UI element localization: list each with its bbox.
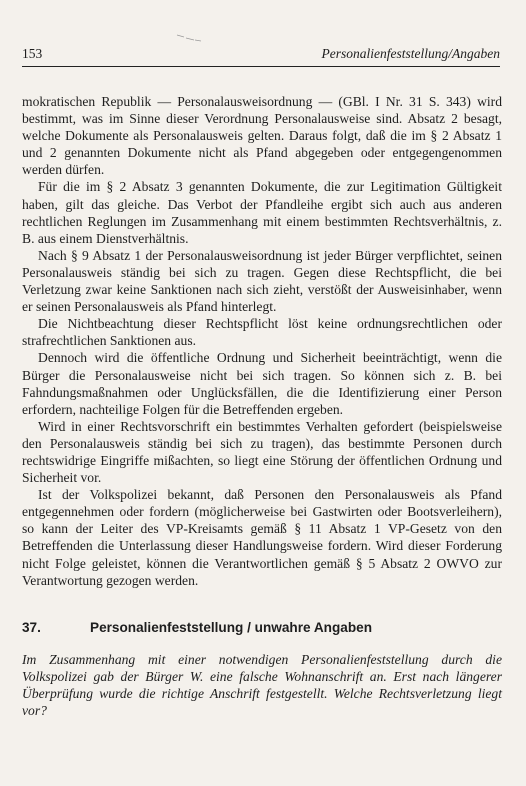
section-number: 37. — [22, 620, 41, 635]
paper-speck-mark — [176, 33, 202, 43]
running-title: Personalienfeststellung/Angaben — [321, 46, 500, 61]
paragraph: Die Nichtbeachtung dieser Rechtspflicht löst keine ordnungsrechtlichen oder strafrechtlichen Sanktionen aus. — [22, 316, 502, 349]
section-heading — [22, 620, 500, 635]
section-title: Personalienfeststellung / unwahre Angaben — [90, 620, 372, 635]
header-rule — [22, 66, 500, 67]
body-text — [22, 93, 502, 589]
paragraph: Wird in einer Rechtsvorschrift ein bestimmtes Verhalten gefordert (beispielsweise den Personalausweis ständig bei sich zu tragen), das bestimmte Personen durch rechtswidrige Eingriffe mißachten, so liegt eine Störung der öffentlichen Ordnung und Sicherheit vor. — [22, 418, 502, 486]
case-question: Im Zusammenhang mit einer notwendigen Personalienfeststellung durch die Volkspolizei gab der Bürger W. eine falsche Wohnanschrift an. Erst nach längerer Überprüfung wurde die richtige Anschrift festgestellt. Welche Rechtsverletzung liegt vor? — [22, 652, 502, 718]
paragraph: Ist der Volkspolizei bekannt, daß Personen den Personalausweis als Pfand entgegennehmen oder fordern (möglicherweise bei Gastwirten oder Bootsverleihern), so kann der Leiter des VP-Kreisamts gemäß § 11 Absatz 1 VP-Gesetz von den Betreffenden die Unterlassung dieser Handlungsweise fordern. Wird dieser Forderung nicht Folge geleistet, können die Verantwortlichen gemäß § 5 Absatz 2 OWVO zur Verantwortung gezogen werden. — [22, 487, 502, 588]
page-number: 153 — [22, 46, 43, 61]
paragraph: Für die im § 2 Absatz 3 genannten Dokumente, die zur Legitimation Gültigkeit haben, gilt das gleiche. Das Verbot der Pfandleihe ergibt sich auch aus anderen rechtlichen Reglungen im Zusammenhang mit einem bestimmten Rechtsverhältnis, z. B. aus einem Dienstverhältnis. — [22, 179, 502, 246]
paragraph: Nach § 9 Absatz 1 der Personalausweisordnung ist jeder Bürger verpflichtet, seinen Personalausweis ständig bei sich zu tragen. Gegen diese Rechtspflicht, die bei Verletzung zwar keine Sanktionen nach sich zieht, verstößt der Ausweisinhaber, wenn er seinen Personalausweis als Pfand hinterlegt. — [22, 247, 502, 315]
paragraph: mokratischen Republik — Personalausweisordnung — (GBl. I Nr. 31 S. 343) wird bestimmt, was im Sinne dieser Verordnung Personalausweise sind. Absatz 2 besagt, welche Dokumente als Personalausweis gelten. Daraus folgt, daß die im § 2 Absatz 1 und 2 genannten Dokumente nicht als Pfand abgegeben oder entgegengenommen werden dürfen. — [22, 94, 502, 178]
paragraph: Dennoch wird die öffentliche Ordnung und Sicherheit beeinträchtigt, wenn die Bürger die Personalausweise nicht bei sich tragen. So können sich z. B. bei Fahndungsmaßnahmen oder Unglücksfällen, die die Identifizierung einer Person erfordern, nachteilige Folgen für die Betreffenden ergeben. — [22, 350, 502, 417]
page-header — [22, 46, 500, 62]
